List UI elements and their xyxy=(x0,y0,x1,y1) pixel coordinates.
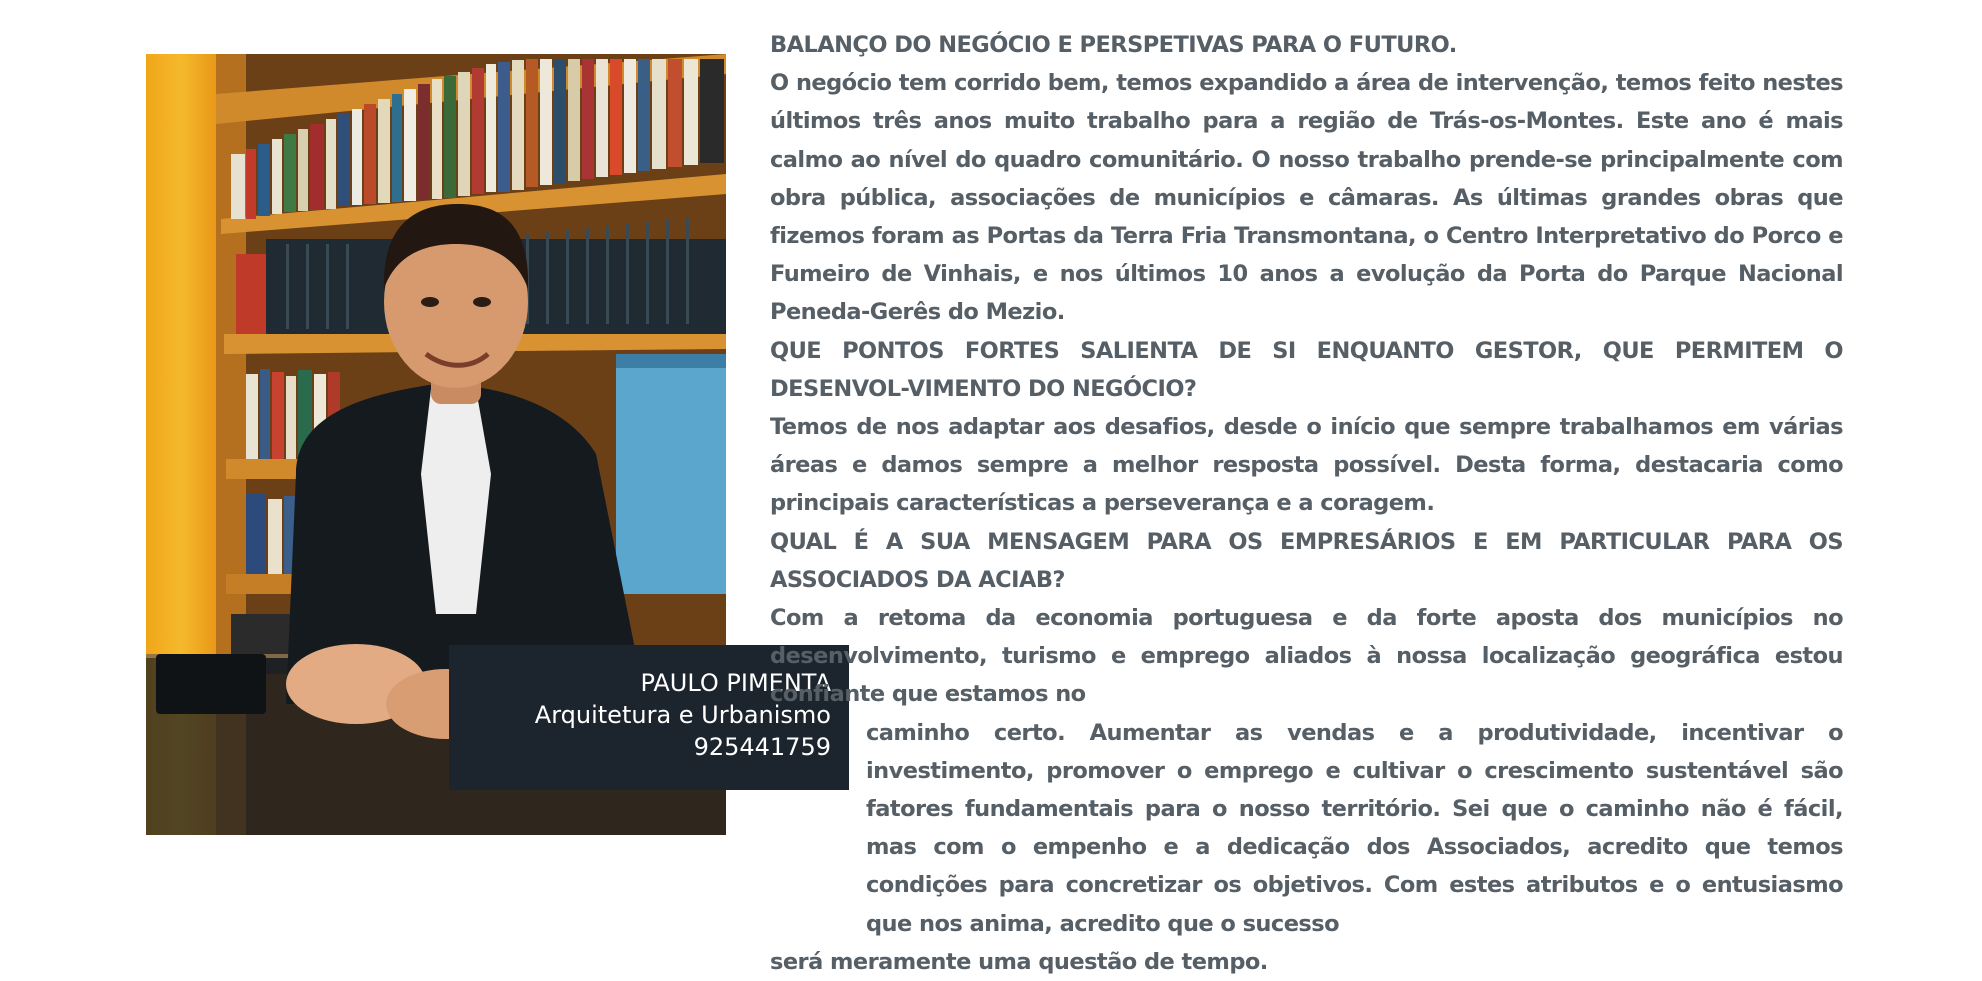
answer-3-indented: caminho certo. Aumentar as vendas e a produtividade, incentivar o investimento, promover o emprego e cultivar o crescimento sustentável são fatores fundamentais para o nosso território. Sei que o caminho não é fácil, mas com o empenho e a dedicação dos Associados, acredito que temos condições para concretizar os objetivos. Com estes atributos e o entusiasmo que nos anima, acredito que o sucesso xyxy=(866,719,1843,937)
answer-3-start: Com a retoma da economia portuguesa e da forte aposta dos municípios no desenvolvimento, turismo e emprego aliados à nossa localização geográfica estou confiante que estamos no xyxy=(770,605,1843,708)
interview-article xyxy=(770,26,1843,981)
question-2: QUE PONTOS FORTES SALIENTA DE SI ENQUANTO GESTOR, QUE PERMITEM O DESENVOL-VIMENTO DO NEGÓCIO? xyxy=(770,337,1843,402)
contact-name: PAULO PIMENTA xyxy=(640,669,831,697)
question-3: QUAL É A SUA MENSAGEM PARA OS EMPRESÁRIOS E EM PARTICULAR PARA OS ASSOCIADOS DA ACIAB? xyxy=(770,528,1843,593)
contact-role: Arquitetura e Urbanismo xyxy=(534,701,831,729)
answer-2: Temos de nos adaptar aos desafios, desde o início que sempre trabalhamos em várias áreas e damos sempre a melhor resposta possível. Desta forma, destacaria como principais características a perseverança e a coragem. xyxy=(770,414,1843,517)
question-1: BALANÇO DO NEGÓCIO E PERSPETIVAS PARA O FUTURO. xyxy=(770,32,1457,58)
contact-phone: 925441759 xyxy=(693,733,831,761)
answer-3-end: será meramente uma questão de tempo. xyxy=(770,948,1268,975)
answer-1: O negócio tem corrido bem, temos expandido a área de intervenção, temos feito nestes últimos três anos muito trabalho para a região de Trás-os-Montes. Este ano é mais calmo ao nível do quadro comunitário. O nosso trabalho prende-se principalmente com obra pública, associações de municípios e câmaras. As últimas grandes obras que fizemos foram as Portas da Terra Fria Transmontana, o Centro Interpretativo do Porco e Fumeiro de Vinhais, e nos últimos 10 anos a evolução da Porta do Parque Nacional Peneda-Gerês do Mezio. xyxy=(770,70,1843,326)
